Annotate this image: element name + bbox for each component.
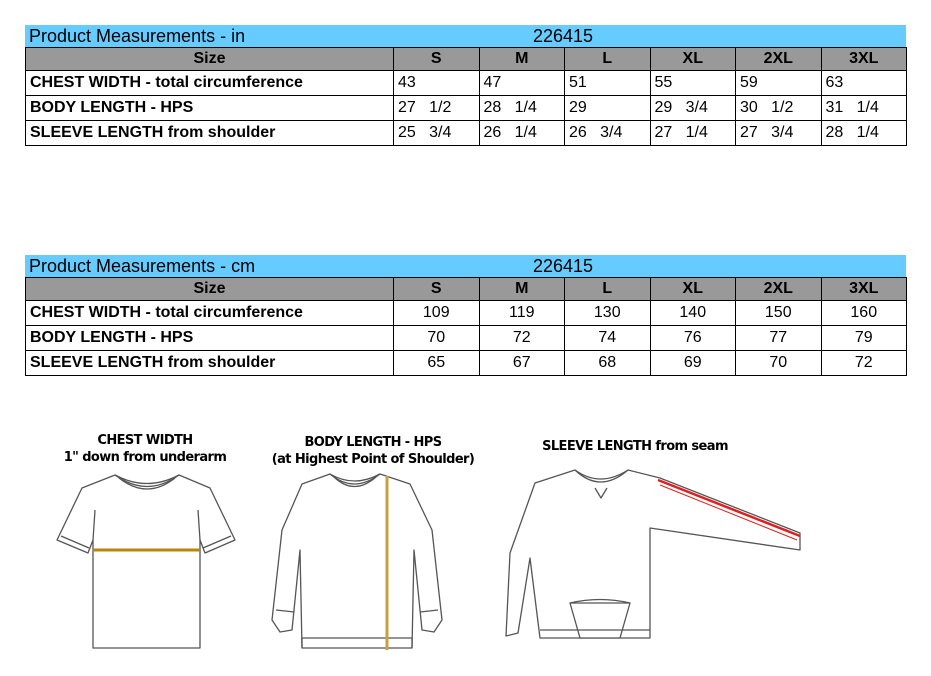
header-cell: Size [26,48,394,71]
row-label: BODY LENGTH - HPS [26,96,394,121]
table-title: Product Measurements - in [29,26,246,46]
caption-line: CHEST WIDTH [97,433,193,448]
product-code: 226415 [533,256,594,276]
sleeve-length-caption [520,438,750,455]
header-cell: XL [650,48,736,71]
value-cell: 26 1/4 [479,121,565,146]
tshirt-chest-diagram [45,470,250,650]
measurements-table-inches [25,25,906,146]
body-length-caption [258,434,488,468]
table-row [26,121,907,146]
header-cell: Size [26,278,394,301]
header-cell: XL [650,278,736,301]
size-table [25,47,907,146]
value-cell: 27 1/2 [394,96,480,121]
table-row [26,301,907,326]
row-label: CHEST WIDTH - total circumference [26,301,394,326]
sweatshirt-sleeve-diagram [500,458,810,653]
value-cell: 69 [650,351,736,376]
table-row [26,326,907,351]
value-cell: 70 [736,351,822,376]
row-label: CHEST WIDTH - total circumference [26,71,394,96]
table-title: Product Measurements - cm [29,256,256,276]
value-cell: 29 [565,96,651,121]
row-label: SLEEVE LENGTH from shoulder [26,121,394,146]
value-cell: 26 3/4 [565,121,651,146]
header-cell: 2XL [736,278,822,301]
value-cell: 68 [565,351,651,376]
value-cell: 76 [650,326,736,351]
header-cell: L [565,278,651,301]
value-cell: 67 [479,351,565,376]
table-row [26,71,907,96]
header-row [26,278,907,301]
row-label: SLEEVE LENGTH from shoulder [26,351,394,376]
value-cell: 27 3/4 [736,121,822,146]
value-cell: 29 3/4 [650,96,736,121]
value-cell: 27 1/4 [650,121,736,146]
value-cell: 63 [821,71,907,96]
header-cell: L [565,48,651,71]
measurements-table-cm [25,255,906,376]
value-cell: 140 [650,301,736,326]
header-cell: M [479,278,565,301]
caption-line: SLEEVE LENGTH from seam [542,439,728,454]
header-cell: M [479,48,565,71]
header-cell: S [394,48,480,71]
value-cell: 65 [394,351,480,376]
value-cell: 30 1/2 [736,96,822,121]
value-cell: 25 3/4 [394,121,480,146]
value-cell: 51 [565,71,651,96]
value-cell: 31 1/4 [821,96,907,121]
value-cell: 74 [565,326,651,351]
value-cell: 72 [479,326,565,351]
value-cell: 59 [736,71,822,96]
value-cell: 109 [394,301,480,326]
value-cell: 130 [565,301,651,326]
longsleeve-body-diagram [262,470,447,655]
table-title-bar [25,255,906,277]
table-row [26,96,907,121]
header-cell: 3XL [821,48,907,71]
value-cell: 47 [479,71,565,96]
header-cell: S [394,278,480,301]
value-cell: 72 [821,351,907,376]
chest-width-caption [50,432,240,466]
header-row [26,48,907,71]
value-cell: 28 1/4 [479,96,565,121]
value-cell: 150 [736,301,822,326]
value-cell: 55 [650,71,736,96]
table-row [26,351,907,376]
row-label: BODY LENGTH - HPS [26,326,394,351]
size-table [25,277,907,376]
value-cell: 43 [394,71,480,96]
caption-line: BODY LENGTH - HPS [304,435,442,450]
value-cell: 28 1/4 [821,121,907,146]
header-cell: 3XL [821,278,907,301]
table-title-bar [25,25,906,47]
value-cell: 119 [479,301,565,326]
value-cell: 79 [821,326,907,351]
product-code: 226415 [533,26,594,46]
value-cell: 70 [394,326,480,351]
caption-line: (at Highest Point of Shoulder) [271,452,475,467]
value-cell: 160 [821,301,907,326]
caption-line: 1" down from underarm [63,450,227,465]
value-cell: 77 [736,326,822,351]
header-cell: 2XL [736,48,822,71]
